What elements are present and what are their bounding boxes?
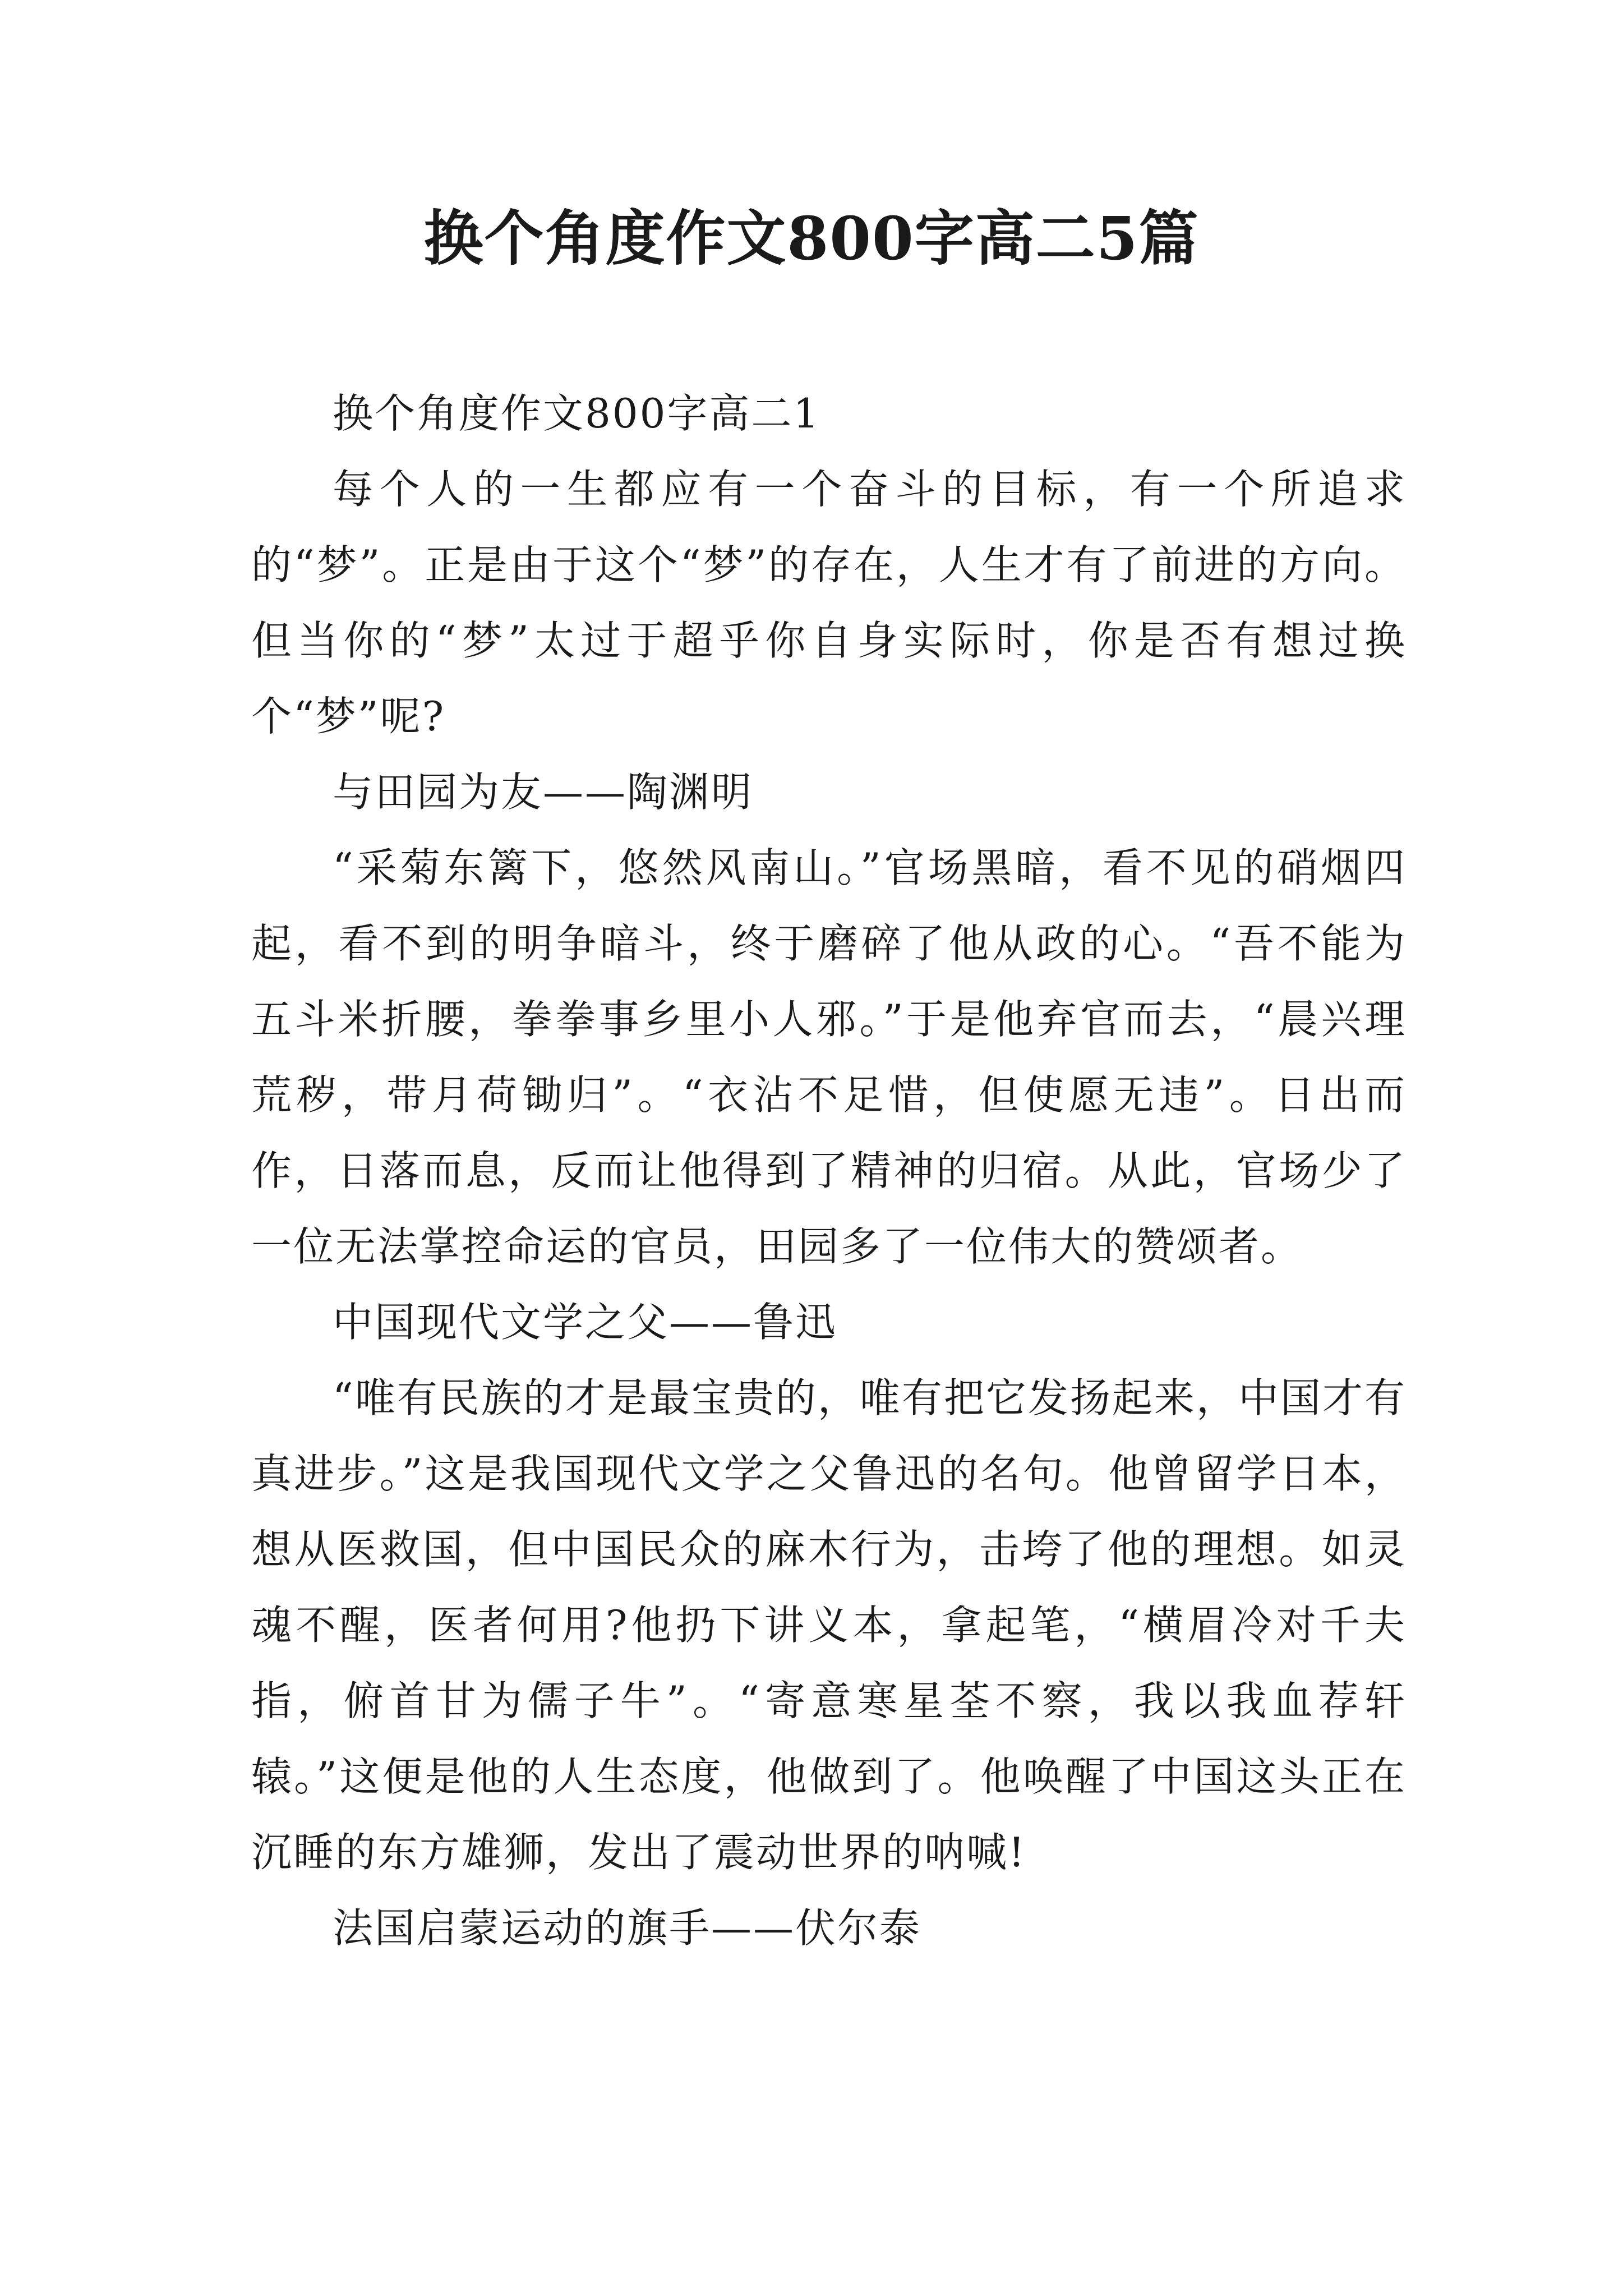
subheading-voltaire: 法国启蒙运动的旗手——伏尔泰 <box>333 1904 922 1952</box>
subheading-tao-yuanming: 与田园为友——陶渊明 <box>333 769 754 816</box>
section-heading-1: 换个角度作文800字高二1 <box>333 390 821 437</box>
document-title: 换个角度作文800字高二5篇 <box>423 203 1200 273</box>
subheading-lu-xun: 中国现代文学之父——鲁迅 <box>333 1299 838 1346</box>
paragraph-lu-xun: “唯有民族的才是最宝贵的，唯有把它发扬起来，中国才有真进步。”这是我国现代文学之父鲁迅的名句。他曾留学日本，想从医救国，但中国民众的麻木行为，击垮了他的理想。如灵魂不醒，医者何用?他扔下讲义本，拿起笔，“横眉冷对千夫指，俯首甘为儒子牛”。“寄意寒星荃不察，我以我血荐轩辕。”这便是他的人生态度，他做到了。他唤醒了中国这头正在沉睡的东方雄狮，发出了震动世界的呐喊! <box>251 1374 1407 1876</box>
paragraph-tao-yuanming: “采菊东篱下，悠然风南山。”官场黑暗，看不见的硝烟四起，看不到的明争暗斗，终于磨碎了他从政的心。“吾不能为五斗米折腰，拳拳事乡里小人邪。”于是他弃官而去，“晨兴理荒秽，带月荷锄归”。“衣沾不足惜，但使愿无违”。日出而作，日落而息，反而让他得到了精神的归宿。从此，官场少了一位无法掌控命运的官员，田园多了一位伟大的赞颂者。 <box>251 844 1407 1270</box>
intro-paragraph: 每个人的一生都应有一个奋斗的目标，有一个所追求的“梦”。正是由于这个“梦”的存在，人生才有了前进的方向。但当你的“梦”太过于超乎你自身实际时，你是否有想过换个“梦”呢? <box>251 466 1407 740</box>
document-body <box>251 376 1407 1966</box>
